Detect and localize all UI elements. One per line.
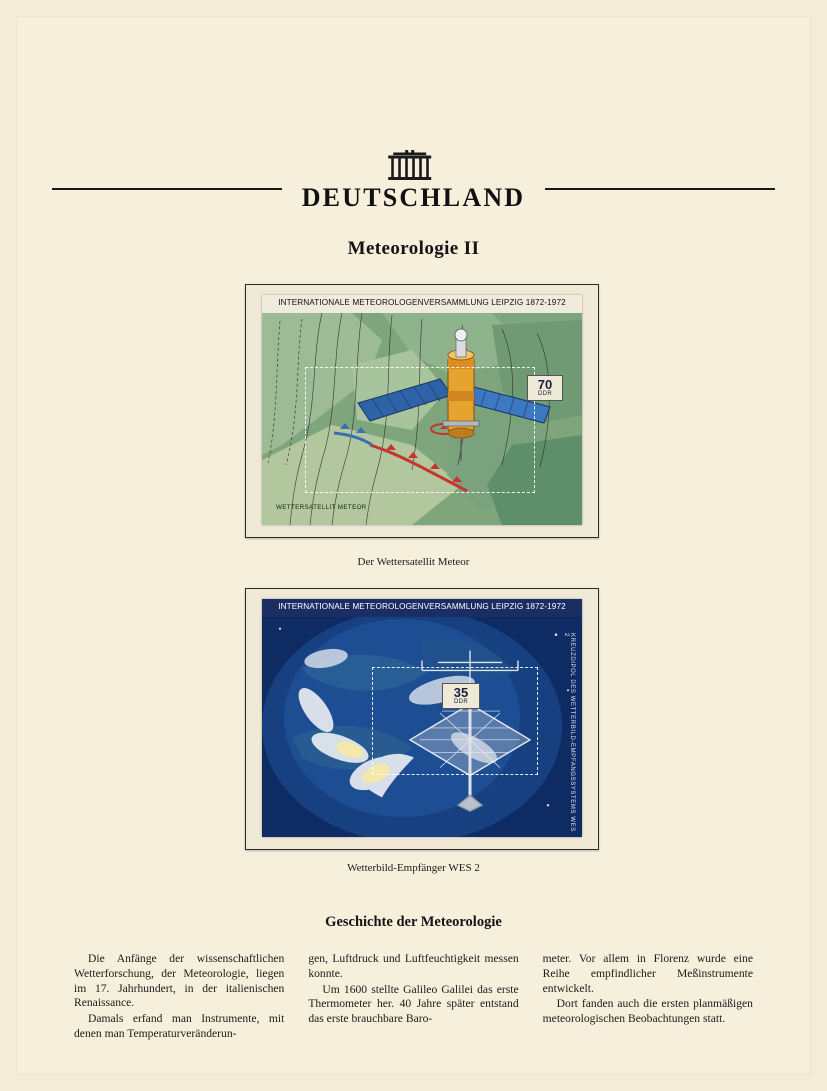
brandenburg-gate-icon (381, 150, 445, 184)
article-column-1 (74, 952, 284, 1042)
stamp-sheet-meteor[interactable] (262, 295, 582, 525)
stamp-mount-meteor[interactable] (245, 284, 599, 538)
header-rule-left (52, 188, 282, 190)
brand-title: DEUTSCHLAND (301, 183, 526, 212)
denomination-badge-70: 70 DDR (527, 375, 563, 401)
paragraph: gen, Luftdruck und Luftfeuchtigkeit messen konnte. (308, 952, 519, 980)
paragraph: Die Anfänge der wissenschaftlichen Wetterforschung, der Meteorologie, liegen im 17. Jahrhundert, in der italienischen Renaissance. (74, 952, 285, 1010)
paragraph: Um 1600 stellte Galileo Galilei das erste Thermometer her. 40 Jahre später entstand das erste brauchbare Baro- (308, 982, 519, 1026)
caption-meteor: Der Wettersatellit Meteor (357, 556, 470, 568)
crossed-dipole-antenna-graphic (262, 599, 582, 837)
article-column-2 (308, 952, 518, 1042)
paragraph: Damals erfand man Instrumente, mit denen man Temperaturveränderun- (74, 1012, 285, 1041)
header-rule-right (545, 188, 775, 190)
page-title: Meteorologie II (347, 238, 480, 259)
stamp-inscription: KREUZDIPOL DES WETTERBILD-EMPFANGSSYSTEMS WES 2 (563, 633, 575, 832)
brand (302, 150, 526, 211)
stamp-sheet-wes2[interactable] (262, 599, 582, 837)
stamp-mount-wes2[interactable] (245, 588, 599, 850)
article-columns (74, 952, 753, 1042)
denomination-badge-35: 35 DDR (442, 683, 480, 709)
article-column-3 (543, 952, 753, 1042)
caption-wes2: Wetterbild-Empfänger WES 2 (347, 862, 480, 874)
sheet-heading: INTERNATIONALE METEOROLOGENVERSAMMLUNG LEIPZIG 1872-1972 (278, 602, 566, 611)
paragraph: Dort fanden auch die ersten planmäßigen meteorologischen Beobachtungen statt. (542, 997, 753, 1026)
page-sheet (16, 16, 811, 1075)
sheet-heading: INTERNATIONALE METEOROLOGENVERSAMMLUNG LEIPZIG 1872-1972 (278, 298, 566, 307)
stamp-inscription: WETTERSATELLIT METEOR (276, 504, 367, 511)
paragraph: meter. Vor allem in Florenz wurde eine Reihe empfindlicher Meßinstrumente entwickelt. (542, 952, 753, 995)
article-title: Geschichte der Meteorologie (325, 914, 502, 930)
satellite-meteor-graphic (262, 295, 582, 525)
page-header (52, 136, 775, 212)
